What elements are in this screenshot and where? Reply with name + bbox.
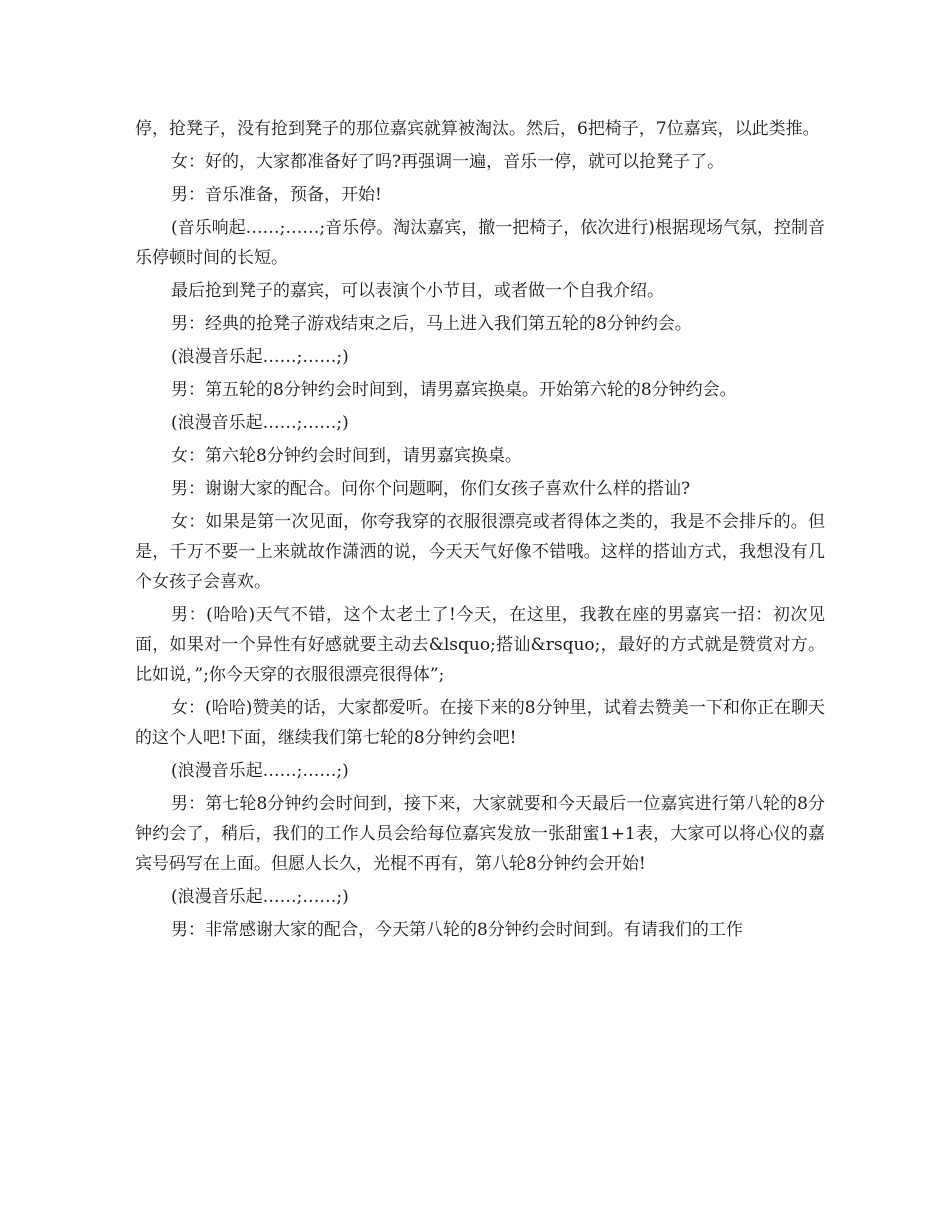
paragraph-18: 男：非常感谢大家的配合，今天第八轮的8分钟约会时间到。有请我们的工作 [171,920,743,940]
paragraph-14: 女：(哈哈)赞美的话，大家都爱听。在接下来的8分钟里，试着去赞美一下和你正在聊天的这个人吧!下面，继续我们第七轮的8分钟约会吧! [135,698,825,748]
paragraph-6: 男：经典的抢凳子游戏结束之后，马上进入我们第五轮的8分钟约会。 [171,314,692,334]
paragraph-3: 男：音乐准备，预备，开始! [171,185,382,205]
paragraph-16: 男：第七轮8分钟约会时间到，接下来，大家就要和今天最后一位嘉宾进行第八轮的8分钟约会了，稍后，我们的工作人员会给每位嘉宾发放一张甜蜜1+1表，大家可以将心仪的嘉宾号码写在上面。但愿人长久，光棍不再有，第八轮8分钟约会开始! [135,794,825,874]
paragraph-15: (浪漫音乐起……;……;) [171,761,349,781]
paragraph-2: 女：好的，大家都准备好了吗?再强调一遍，音乐一停，就可以抢凳子了。 [171,152,725,172]
paragraph-7: (浪漫音乐起……;……;) [171,347,349,367]
document-body [135,114,825,948]
paragraph-8: 男：第五轮的8分钟约会时间到，请男嘉宾换桌。开始第六轮的8分钟约会。 [171,380,737,400]
paragraph-1: 停，抢凳子，没有抢到凳子的那位嘉宾就算被淘汰。然后，6把椅子，7位嘉宾，以此类推。 [135,119,820,139]
paragraph-5: 最后抢到凳子的嘉宾，可以表演个小节目，或者做一个自我介绍。 [171,281,664,301]
paragraph-12: 女：如果是第一次见面，你夸我穿的衣服很漂亮或者得体之类的，我是不会排斥的。但是，千万不要一上来就故作潇洒的说，今天天气好像不错哦。这样的搭讪方式，我想没有几个女孩子会喜欢。 [135,512,825,592]
paragraph-13: 男：(哈哈)天气不错，这个太老土了!今天，在这里，我教在座的男嘉宾一招：初次见面，如果对一个异性有好感就要主动去&lsquo;搭讪&rsquo;，最好的方式就是赞赏对方。比如说，”;你今天穿的衣服很漂亮很得体”; [135,605,825,685]
paragraph-17: (浪漫音乐起……;……;) [171,887,349,907]
paragraph-10: 女：第六轮8分钟约会时间到，请男嘉宾换桌。 [171,446,522,466]
paragraph-11: 男：谢谢大家的配合。问你个问题啊，你们女孩子喜欢什么样的搭讪? [171,479,691,499]
paragraph-4: (音乐响起……;……;音乐停。淘汰嘉宾，撤一把椅子，依次进行)根据现场气氛，控制音乐停顿时间的长短。 [135,218,825,268]
paragraph-9: (浪漫音乐起……;……;) [171,413,349,433]
